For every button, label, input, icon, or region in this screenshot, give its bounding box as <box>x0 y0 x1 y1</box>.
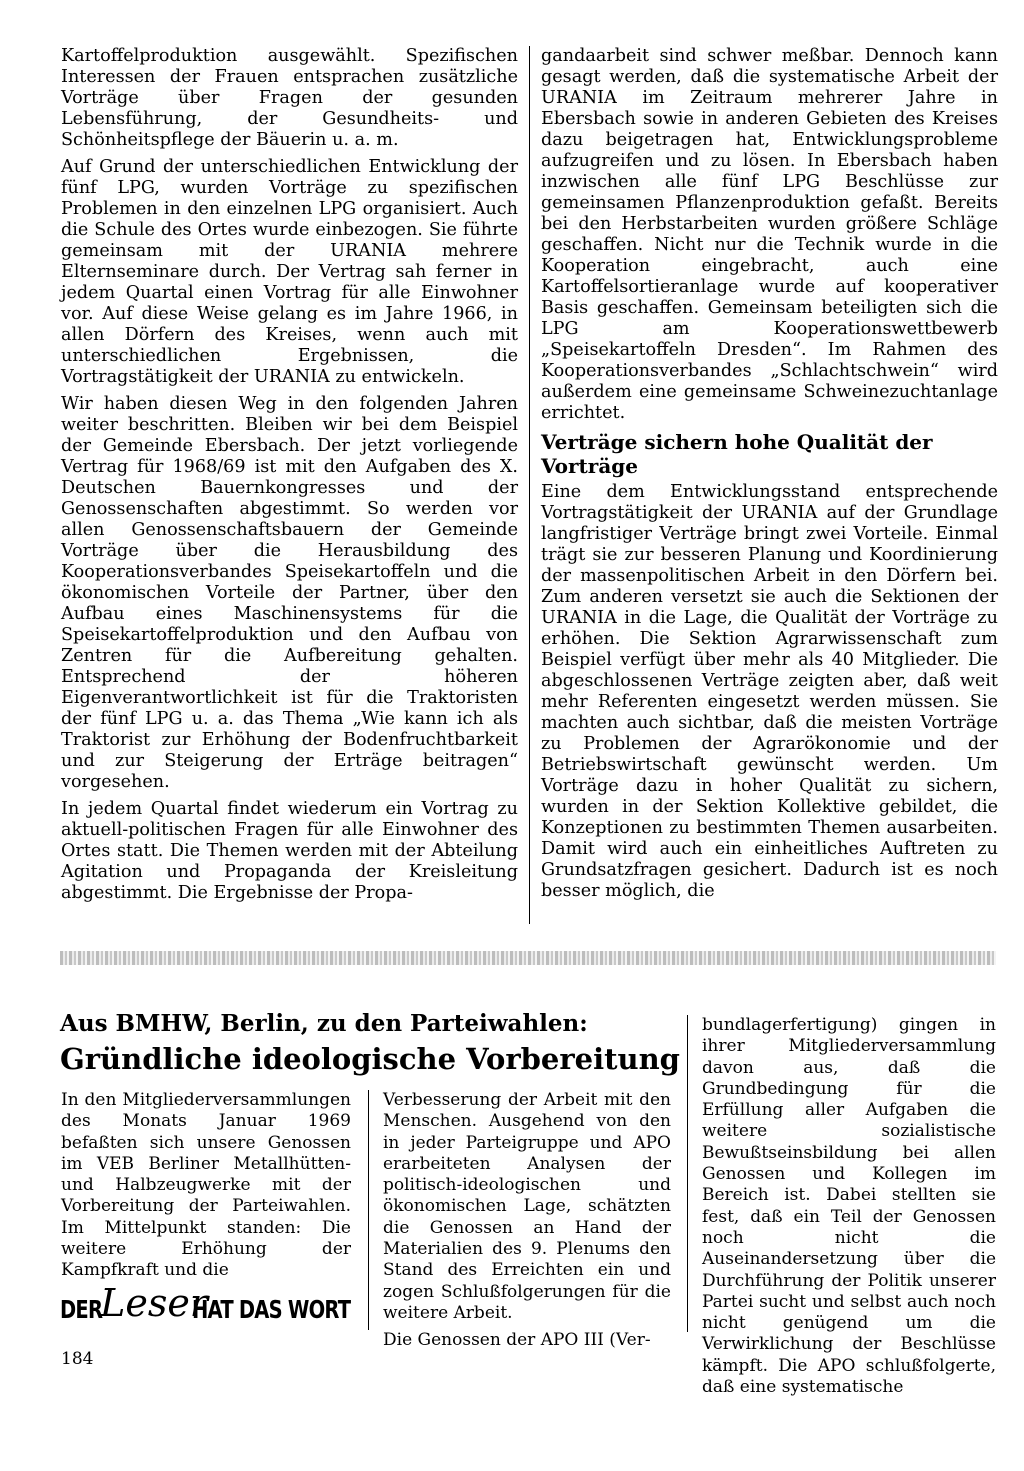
right-text-column <box>541 46 998 902</box>
paragraph: Eine dem Entwicklungsstand entsprechende Vortragstätigkeit der URANIA auf der Grundlage langfristiger Verträge bringt zwei Vorteile. Einmal trägt sie zur besseren Planung und Koordinierung der massenpolitischen Arbeit in den Dörfern bei. Zum anderen versetzt sie auch die Sektionen der URANIA in die Lage, die Qualität der Vorträge zu erhöhen. Die Sektion Agrarwissenschaft zum Beispiel verfügt über mehr als 40 Mitglieder. Die abgeschlossenen Verträge zeigten aber, daß weit mehr Referenten eingesetzt werden müssen. Sie machten auch sichtbar, daß die meisten Vorträge zu Problemen der Agrarökonomie und der Betriebswirtschaft gewünscht werden. Um Vorträge dazu in hoher Qualität zu sichern, wurden in der Sektion Kollektive gebildet, die Konzeptionen zu bestimmten Themen ausarbeiten. Damit wird auch ein einheitliches Auftreten zu Grundsatzfragen gesichert. Dadurch ist es noch besser möglich, die <box>541 482 998 901</box>
page-number: 184 <box>61 1349 94 1369</box>
article-column-1 <box>61 1090 351 1282</box>
article-kicker: Aus BMHW, Berlin, zu den Parteiwahlen: <box>60 1010 588 1037</box>
column-divider <box>529 46 530 924</box>
column-divider <box>368 1090 369 1330</box>
paragraph: gandaarbeit sind schwer meßbar. Dennoch kann gesagt werden, daß die systematische Arbeit der URANIA im Zeitraum mehrerer Jahre in Ebersbach sowie in anderen Gebieten des Kreises dazu beigetragen hat, Entwicklungsprobleme aufzugreifen und zu lösen. In Ebersbach haben inzwischen alle fünf LPG Beschlüsse zur gemeinsamen Pflanzenproduktion gefaßt. Bereits bei den Herbstarbeiten wurden größere Schläge geschaffen. Nicht nur die Technik wurde in die Kooperation eingebracht, auch eine Kartoffelsortieranlage wurde auf kooperativer Basis geschaffen. Gemeinsam beteiligten sich die LPG am Kooperationswettbewerb „Speisekartoffeln Dresden“. Im Rahmen des Kooperationsverbandes „Schlachtschwein“ wird außerdem eine gemeinsame Schweinezuchtanlage errichtet. <box>541 46 998 423</box>
reader-column-logo <box>60 1283 350 1335</box>
left-text-column <box>61 46 518 904</box>
paragraph: In jedem Quartal findet wiederum ein Vortrag zu aktuell-politischen Fragen für alle Einwohner des Ortes statt. Die Themen werden mit der Abteilung Agitation und Propaganda der Kreisleitung abgestimmt. Die Ergebnisse der Propa- <box>61 799 518 903</box>
article-title: Gründliche ideologische Vorbereitung <box>60 1042 680 1076</box>
section-separator <box>60 951 996 965</box>
paragraph: bundlagerfertigung) gingen in ihrer Mitgliederversammlung davon aus, daß die Grundbedingung für die Erfüllung aller Aufgaben die weitere sozialistische Bewußtseinsbildung bei allen Genossen und Kollegen im Bereich ist. Dabei stellten sie fest, daß ein Teil der Genossen noch nicht die Auseinandersetzung über die Durchführung der Politik unserer Partei sucht und selbst auch noch nicht genügend um die Verwirklichung der Beschlüsse kämpft. Die APO schlußfolgerte, daß eine systematische <box>702 1015 996 1398</box>
column-divider <box>687 1015 688 1332</box>
logo-script-leser: Leser <box>100 1281 208 1325</box>
paragraph: In den Mitgliederversammlungen des Monats Januar 1969 befaßten sich unsere Genossen im VEB Berliner Metallhütten- und Halbzeugwerke mit der Vorbereitung der Parteiwahlen. Im Mittelpunkt standen: Die weitere Erhöhung der Kampfkraft und die <box>61 1090 351 1281</box>
logo-text-hat-das-wort: HAT DAS WORT <box>191 1294 351 1324</box>
logo-text-der: DER <box>60 1294 103 1324</box>
section-subheading: Verträge sichern hohe Qualität der Vorträge <box>541 430 933 478</box>
paragraph: Auf Grund der unterschiedlichen Entwicklung der fünf LPG, wurden Vorträge zu spezifischen Problemen in den einzelnen LPG organisiert. Auch die Schule des Ortes wurde einbezogen. Sie führte gemeinsam mit der URANIA mehrere Elternseminare durch. Der Vertrag sah ferner in jedem Quartal einen Vortrag für alle Einwohner vor. Auf diese Weise gelang es im Jahre 1966, in allen Dörfern des Kreises, wenn auch mit unterschiedlichen Ergebnissen, die Vortragstätigkeit der URANIA zu entwickeln. <box>61 157 518 387</box>
paragraph: Die Genossen der APO III (Ver- <box>383 1330 651 1351</box>
paragraph: Wir haben diesen Weg in den folgenden Jahren weiter beschritten. Bleiben wir bei dem Beispiel der Gemeinde Ebersbach. Der jetzt vorliegende Vertrag für 1968/69 ist mit den Aufgaben des X. Deutschen Bauernkongresses und der Genossenschaften abgestimmt. So werden vor allen Genossenschaftsbauern der Gemeinde Vorträge über die Herausbildung des Kooperationsverbandes Speisekartoffeln und die ökonomischen Vorteile der Partner, über den Aufbau eines Maschinensystems für die Speisekartoffelproduktion und den Aufbau von Zentren für die Aufbereitung gehalten. Entsprechend der höheren Eigenverantwortlichkeit ist für die Traktoristen der fünf LPG u. a. das Thema „Wie kann ich als Traktorist zur Erhöhung der Bodenfruchtbarkeit und zur Steigerung der Erträge beitragen“ vorgesehen. <box>61 394 518 792</box>
paragraph: Verbesserung der Arbeit mit den Menschen. Ausgehend von den in jeder Parteigruppe und APO erarbeiteten Analysen der politisch-ideologischen und ökonomischen Lage, schätzten die Genossen an Hand der Materialien des 9. Plenums den Stand des Erreichten ein und zogen Schlußfolgerungen für die weitere Arbeit. <box>383 1090 671 1323</box>
paragraph: Kartoffelproduktion ausgewählt. Spezifischen Interessen der Frauen entsprachen zusätzliche Vorträge über Fragen der gesunden Lebensführung, der Gesundheits- und Schönheitspflege der Bäuerin u. a. m. <box>61 46 518 150</box>
article-column-2 <box>383 1090 671 1352</box>
article-column-3 <box>702 1015 996 1398</box>
